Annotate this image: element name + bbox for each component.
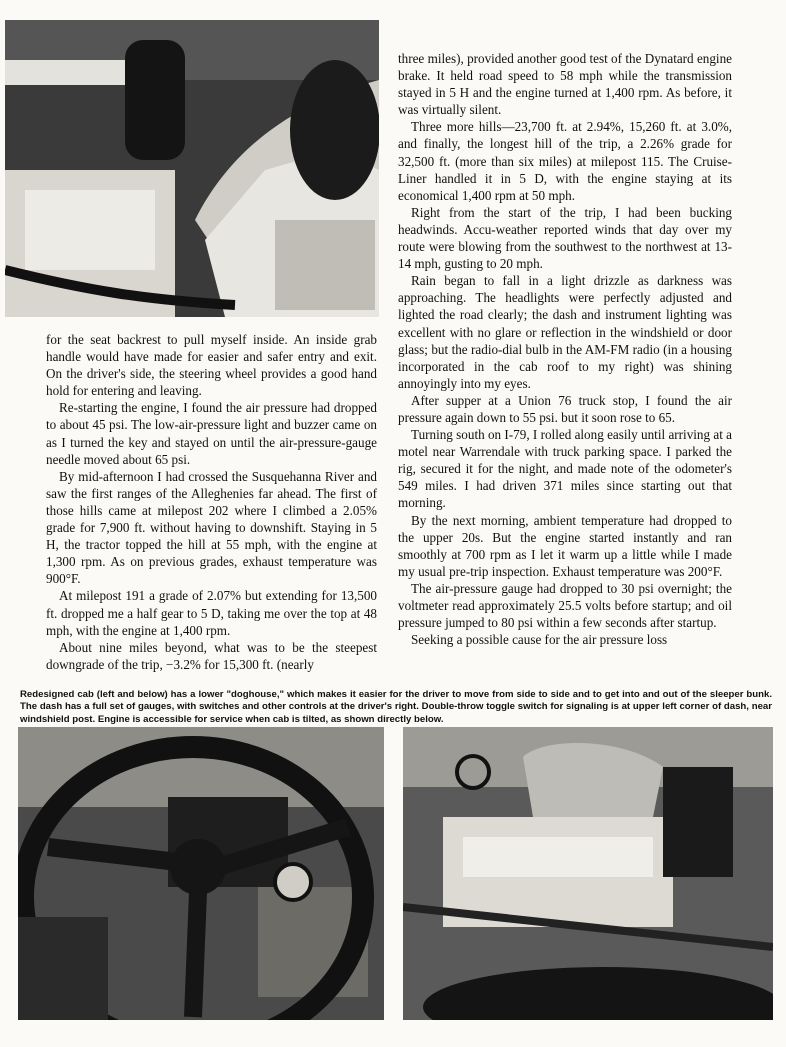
- right-column: [398, 50, 732, 648]
- paragraph: for the seat backrest to pull myself inside. An inside grab handle would have made for easier and safer entry and exit. On the driver's side, the steering wheel provides a good hand hold for entering and leaving.: [46, 332, 377, 399]
- paragraph: Rain began to fall in a light drizzle as darkness was approaching. The headlights were perfectly adjusted and lighted the road clearly; the dash and instrument lighting was excellent with no glare or reflection in the windshield or door glass; but the radio-dial bulb in the AM-FM radio (in a housing incorporated in the cab roof to my right) was shining annoyingly into my eyes.: [398, 273, 732, 391]
- paragraph: Seeking a possible cause for the air pressure loss: [411, 632, 668, 648]
- paragraph: Right from the start of the trip, I had been bucking headwinds. Accu-weather reported winds that day over my route were blowing from the southwest to the northwest at 13-14 mph, gusting to 20 mph.: [398, 204, 732, 272]
- left-column: [46, 331, 377, 673]
- paragraph: three miles), provided another good test of the Dynatard engine brake. It held road speed to 58 mph while the transmission stayed in 5 H and the engine turned at 1,400 rpm. As before, it was virtually silent.: [398, 51, 732, 118]
- paragraph: At milepost 191 a grade of 2.07% but extending for 13,500 ft. dropped me a half gear to 5 D, taking me over the top at 48 mph, with the engine at 1,400 rpm.: [46, 588, 377, 638]
- engine-photo: [5, 20, 379, 317]
- steering-wheel-photo-icon: [18, 727, 384, 1020]
- tilted-cab-engine-photo-icon: [403, 727, 773, 1020]
- paragraph: Re-starting the engine, I found the air pressure had dropped to about 45 psi. The low-air-pressure light and buzzer came on as I turned the key and stayed on until the air-pressure-gauge needle moved about 65 psi.: [46, 400, 377, 467]
- engine-photo-icon: [5, 20, 379, 317]
- paragraph: By the next morning, ambient temperature had dropped to the upper 20s. But the engine started instantly and ran smoothly at 700 rpm as I let it warm up a little while I made my usual pre-trip inspection. Exhaust temperature was 200°F.: [398, 512, 732, 579]
- paragraph: The air-pressure gauge had dropped to 30 psi overnight; the voltmeter read approximately 25.5 volts before startup; and oil pressure jumped to 80 psi within a few seconds after startup.: [398, 580, 732, 631]
- paragraph: By mid-afternoon I had crossed the Susquehanna River and saw the first ranges of the Alleghenies far ahead. The first of those hills came at milepost 202 where I climbed a 2.05% grade for 7,900 ft. without having to downshift. Staying in 5 H, the tractor topped the hill at 55 mph, with the engine at 1,300 rpm. As on previous grades, exhaust temperature was 900°F.: [46, 468, 377, 587]
- tilted-cab-photo: [403, 727, 773, 1020]
- photo-caption: Redesigned cab (left and below) has a lower "doghouse," which makes it easier for the driver to move from side to side and to get into and out of the sleeper bunk. The dash has a full set of gauges, with switches and other controls at the driver's right. Double-throw toggle switch for signaling is at upper left corner of dash, near windshield post. Engine is accessible for service when cab is tilted, as shown directly below.: [20, 689, 772, 725]
- paragraph: About nine miles beyond, what was to be the steepest downgrade of the trip, −3.2% for 15,300 ft. (nearly: [46, 639, 377, 672]
- paragraph: Turning south on I-79, I rolled along easily until arriving at a motel near Warrendale with truck parking space. I parked the rig, secured it for the night, and made note of the odometer's 549 miles. I had driven 371 miles since starting out that morning.: [398, 427, 732, 511]
- paragraph: Three more hills—23,700 ft. at 2.94%, 15,260 ft. at 3.0%, and finally, the longest hill of the trip, a 2.26% grade for 32,500 ft. (more than six miles) at milepost 115. The Cruise-Liner handled it in 5 D, with the engine staying at its economical 1,400 rpm at 50 mph.: [398, 119, 732, 203]
- paragraph: After supper at a Union 76 truck stop, I found the air pressure again down to 55 psi. but it soon rose to 65.: [398, 392, 732, 425]
- dashboard-photo: [18, 727, 384, 1020]
